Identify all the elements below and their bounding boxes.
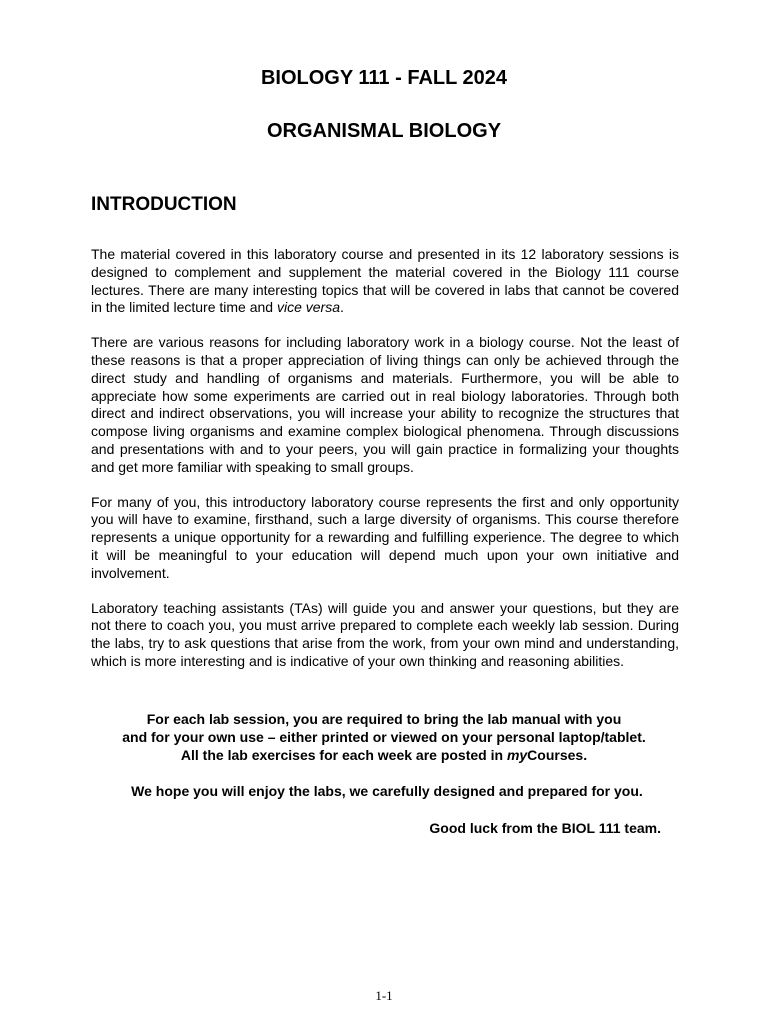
course-title: BIOLOGY 111 - FALL 2024 — [260, 67, 508, 89]
section-heading: INTRODUCTION — [91, 194, 237, 215]
paragraph-1-end: . — [340, 299, 344, 316]
closing-hope: We hope you will enjoy the labs, we carefully designed and prepared for you. — [131, 783, 643, 799]
page-number: 1-1 — [375, 988, 393, 1003]
paragraph-3: For many of you, this introductory laboratory course represents the first and only opportunity you will have to examine, firsthand, such a large diversity of organisms. This course therefore represents a unique opportunity for a rewarding and fulfilling experience. The degree to which it will be meaningful to your education will depend much upon your own initiative and involvement. — [91, 493, 679, 581]
notice-line-3-italic: my — [506, 747, 528, 763]
paragraph-1-italic: vice versa — [276, 299, 341, 316]
notice-line-1: For each lab session, you are required to bring the lab manual with you — [146, 711, 622, 727]
course-subtitle: ORGANISMAL BIOLOGY — [266, 120, 502, 142]
notice-line-3-after: Courses. — [527, 747, 588, 763]
paragraph-2: There are various reasons for including laboratory work in a biology course. Not the least of these reasons is that a proper appreciation of living things can only be achieved through the direct study and handling of organisms and materials. Furthermore, you will be able to appreciate how some experiments are carried out in real biology laboratories. Through both direct and indirect observations, you will increase your ability to recognize the structures that compose living organisms and examine complex biological phenomena. Through discussions and presentations with and to your peers, you will gain practice in formalizing your thoughts and get more familiar with speaking to small groups. — [91, 334, 679, 475]
paragraph-1 — [91, 246, 679, 317]
body-text — [91, 246, 679, 688]
paragraph-4: Laboratory teaching assistants (TAs) will guide you and answer your questions, but they are not there to coach you, you must arrive prepared to complete each weekly lab session. During the labs, try to ask questions that arise from the work, from your own mind and understanding, which is more interesting and is indicative of your own thinking and reasoning abilities. — [91, 599, 679, 669]
lab-manual-notice — [0, 710, 768, 764]
notice-line-3-before: All the lab exercises for each week are posted in — [180, 747, 507, 763]
notice-line-3 — [0, 746, 768, 764]
paragraph-1-text: The material covered in this laboratory course and presented in its 12 laboratory sessions is designed to complement and supplement the material covered in the Biology 111 course lectures. There are many interesting topics that will be covered in labs that cannot be covered in the limited lecture time and — [91, 246, 679, 316]
closing-signoff: Good luck from the BIOL 111 team. — [429, 820, 661, 836]
notice-line-2: and for your own use – either printed or viewed on your personal laptop/tablet. — [122, 729, 646, 745]
